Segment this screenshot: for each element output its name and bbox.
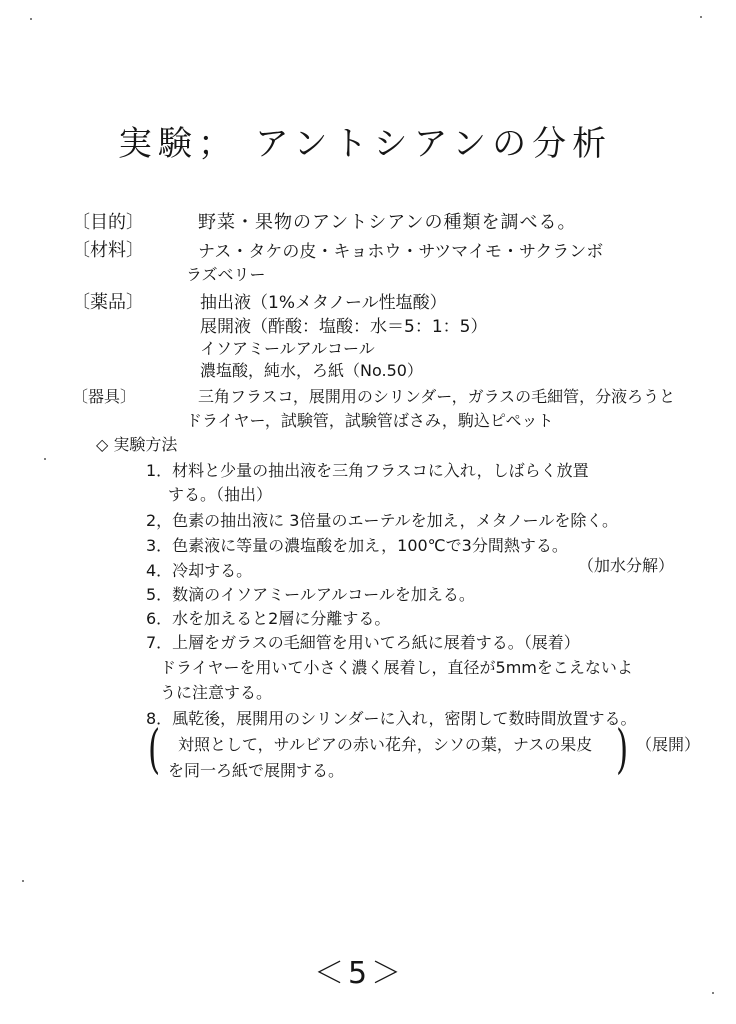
method-step: うに注意する。 (160, 683, 273, 702)
method-step: 5．数滴のイソアミールアルコールを加える。 (146, 585, 475, 604)
scan-speck (700, 16, 702, 18)
reagent-item: 展開液（酢酸：塩酸：水＝5：1：5） (200, 317, 488, 337)
method-step-note: を同一ろ紙で展開する。 (168, 761, 345, 780)
scan-speck (30, 18, 32, 20)
materials-label: 〔材料〕 (72, 240, 144, 261)
materials-line-1: ナス・タケの皮・キョホウ・サツマイモ・サクランボ (198, 242, 604, 262)
right-bracket: ) (616, 720, 629, 780)
left-bracket: ( (148, 720, 161, 780)
reagent-item: イソアミールアルコール (200, 339, 375, 358)
equipment-line-1: 三角フラスコ，展開用のシリンダー，ガラスの毛細管，分液ろうと (198, 387, 676, 406)
method-step: ドライヤーを用いて小さく濃く展着し，直径が5mmをこえないよ (160, 658, 633, 677)
method-step-note: 対照として，サルビアの赤い花弁，シソの葉，ナスの果皮 (178, 735, 593, 754)
method-step: 3．色素液に等量の濃塩酸を加え，100℃で3分間熱する。 (146, 536, 568, 555)
reagent-item: 濃塩酸，純水，ろ紙（No.50） (200, 361, 423, 380)
method-step: する。（抽出） (168, 485, 273, 504)
method-step: 8．風乾後，展開用のシリンダーに入れ，密閉して数時間放置する。 (146, 709, 637, 728)
method-step-note: （加水分解） (578, 556, 675, 575)
equipment-line-2: ドライヤー，試験管，試験管ばさみ，駒込ピペット (186, 411, 554, 430)
method-step: 7．上層をガラスの毛細管を用いてろ紙に展着する。（展着） (146, 633, 580, 652)
materials-line-2: ラズベリー (186, 265, 266, 284)
equipment-label: 〔器具〕 (72, 387, 137, 406)
method-step-tag: （展開） (636, 735, 701, 754)
method-step: 1．材料と少量の抽出液を三角フラスコに入れ，しばらく放置 (146, 461, 589, 480)
method-heading: ◇ 実験方法 (96, 435, 178, 454)
page-number: ＜5＞ (314, 956, 406, 991)
page-title: 実験； アントシアンの分析 (118, 124, 613, 164)
purpose-text: 野菜・果物のアントシアンの種類を調べる。 (198, 212, 577, 233)
scan-speck (44, 458, 46, 460)
method-step: 2，色素の抽出液に 3倍量のエーテルを加え，メタノールを除く。 (146, 511, 619, 530)
method-step: 4．冷却する。 (146, 561, 253, 580)
purpose-label: 〔目的〕 (72, 212, 144, 233)
reagents-label: 〔薬品〕 (72, 292, 144, 313)
scan-speck (22, 880, 24, 882)
scan-speck (712, 992, 714, 994)
reagent-item: 抽出液（1%メタノール性塩酸） (200, 293, 447, 313)
method-step: 6．水を加えると2層に分離する。 (146, 609, 391, 628)
